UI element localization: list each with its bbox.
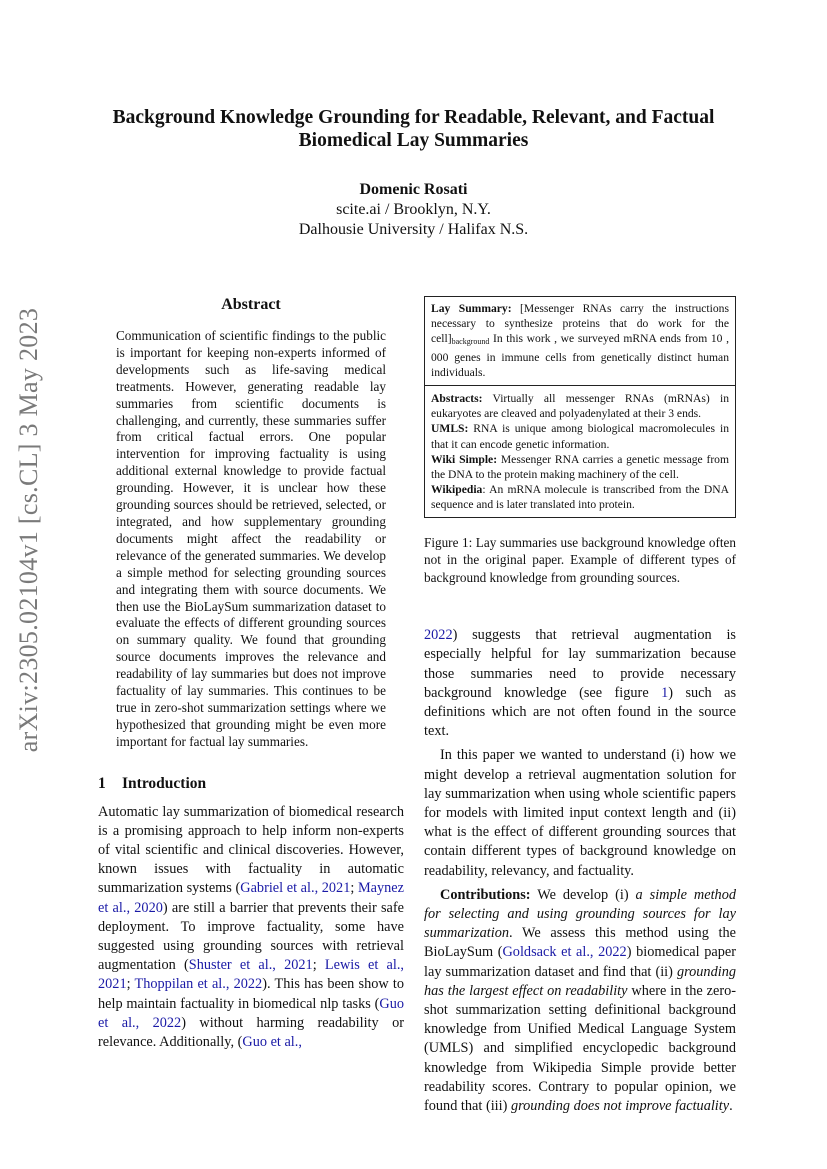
text-run: ) are still a barrier that prevents their safe deployment. To improve factuality, some have suggested using grounding sources with retrieval augmentation ( xyxy=(98,899,404,974)
text-run: In this work , we surveyed mRNA ends from 10 , 000 genes in immune cells from genetically distinct human individuals. xyxy=(431,332,729,379)
text-run: We develop (i) xyxy=(530,886,636,903)
section-heading-introduction xyxy=(98,775,404,793)
intro-paragraph xyxy=(98,803,404,1053)
umls-entry xyxy=(431,421,729,451)
contributions-paragraph xyxy=(424,886,736,1116)
citation-link[interactable]: Shuster et al., 2021 xyxy=(188,957,313,974)
emphasis-text: a simple method for selecting and using grounding sources for lay summarization xyxy=(424,886,736,942)
author-block xyxy=(60,180,767,240)
text-run: ; xyxy=(126,976,135,993)
contributions-label: Contributions: xyxy=(440,886,531,903)
text-run: . We assess this method using the BioLaySum ( xyxy=(424,925,736,961)
citation-link[interactable]: Lewis et al., 2021 xyxy=(98,957,405,993)
citation-link[interactable]: Goldsack et al., 2022 xyxy=(502,944,627,961)
background-subscript: background xyxy=(451,337,490,347)
citation-link[interactable]: Guo et al., xyxy=(242,1034,302,1051)
left-column xyxy=(98,296,404,1052)
umls-label: UMLS: xyxy=(431,422,469,436)
arxiv-sidebar xyxy=(6,307,52,753)
citation-link[interactable]: Guo et al., 2022 xyxy=(98,995,404,1031)
paper-title xyxy=(60,106,767,152)
text-run: ; xyxy=(350,880,358,897)
figure-reference-link[interactable]: 1 xyxy=(661,684,669,701)
citation-link[interactable]: Thoppilan et al., 2022 xyxy=(134,976,263,993)
abstracts-entry xyxy=(431,391,729,421)
wikipedia-entry xyxy=(431,482,729,512)
text-run: where in the zero-shot summarization setting definitional background knowledge from Unified Medical Language System (UMLS) and simplified encyclopedic background knowledge from Wikipedia Simple provide better readability scores. Contrary to popular opinion, we found that (iii) xyxy=(424,982,736,1115)
text-run: RNA is unique among biological macromolecules in that it can encode genetic information. xyxy=(431,422,729,451)
emphasis-text: grounding has the largest effect on readability xyxy=(424,963,736,999)
text-run: ) biomedical paper lay summarization dataset and find that (ii) xyxy=(424,944,736,980)
text-run: ). This has been show to help maintain factuality in biomedical nlp tasks ( xyxy=(98,976,405,1012)
citation-link[interactable]: Gabriel et al., 2021 xyxy=(240,880,351,897)
title-line-2: Biomedical Lay Summaries xyxy=(298,130,529,151)
text-run: ) suggests that retrieval augmentation is especially helpful for lay summarization because those summaries need to provide necessary background knowledge (see figure xyxy=(424,627,736,701)
text-run: Messenger RNA carries a genetic message from the DNA to the protein making machinery of the cell. xyxy=(431,452,729,482)
research-questions-paragraph: In this paper we wanted to understand (i) how we might develop a retrieval augmentation solution for lay summarization when using whole scientific papers for models with limited input context length and (ii) what is the effect of different grounding sources that contain different types of background knowledge on readability, relevancy, and factuality. xyxy=(424,747,736,879)
text-run: Virtually all messenger RNAs (mRNAs) in eukaryotes are cleaved and polyadenylated at their 3 ends. xyxy=(431,392,729,421)
abstracts-label: Abstracts: xyxy=(431,392,483,406)
text-run: ) without harming readability or relevance. Additionally, ( xyxy=(98,1014,405,1051)
abstract-heading: Abstract xyxy=(221,296,281,313)
affiliation-2: Dalhousie University / Halifax N.S. xyxy=(298,221,529,238)
text-run: ; xyxy=(312,957,325,974)
lay-summary-label: Lay Summary: xyxy=(431,302,512,315)
continued-paragraph xyxy=(424,626,736,741)
figure-divider xyxy=(425,385,735,386)
wikipedia-label: Wikipedia xyxy=(431,483,483,497)
wiki-simple-entry xyxy=(431,452,729,482)
emphasis-text: grounding does not improve factuality xyxy=(510,1098,730,1115)
text-run: [Messenger RNAs carry the instructions necessary to synthesize proteins that do work for the cell] xyxy=(431,302,729,346)
wiki-simple-label: Wiki Simple: xyxy=(431,452,498,466)
affiliation-1: scite.ai / Brooklyn, N.Y. xyxy=(336,201,491,218)
section-title: Introduction xyxy=(122,774,207,792)
lay-summary-entry xyxy=(431,301,729,380)
text-run: ) such as definitions which are not often found in the source text. xyxy=(424,684,737,740)
right-column-text xyxy=(424,626,736,1116)
figure-1-caption: Figure 1: Lay summaries use background knowledge often not in the original paper. Example of different types of background knowledge from grounding sources. xyxy=(424,534,736,585)
arxiv-identifier: arXiv:2305.02104v1 [cs.CL] 3 May 2023 xyxy=(14,307,43,753)
citation-link[interactable]: 2022 xyxy=(424,627,453,644)
right-column xyxy=(424,296,736,1116)
title-line-1: Background Knowledge Grounding for Readable, Relevant, and Factual xyxy=(112,107,715,128)
citation-link[interactable]: Maynez et al., 2020 xyxy=(98,880,404,916)
author-name: Domenic Rosati xyxy=(359,181,468,198)
text-run: Automatic lay summarization of biomedical research is a promising approach to help inform non-experts of vital scientific and clinical discoveries. However, known issues with factuality in automatic summarization systems ( xyxy=(98,803,404,897)
text-run: . xyxy=(729,1098,733,1115)
section-number: 1 xyxy=(98,774,106,792)
abstract-text: Communication of scientific findings to the public is important for keeping non-experts informed of developments such as life-saving medical treatments. However, generating readable lay summaries from scientific documents is challenging, and currently, these summaries suffer from critical factual errors. One popular intervention for improving factuality is using additional external knowledge to provide factual grounding. However, it is unclear how these grounding sources should be retrieved, selected, or integrated, and how supplementary grounding documents might affect the readability or relevance of the generated summaries. We develop a simple method for selecting grounding sources and integrating them with source documents. We then use the BioLaySum summarization dataset to evaluate the effects of different grounding sources on summary quality. We found that grounding source documents improves the relevance and readability of lay summaries but does not improve factuality of lay summaries. This continues to be true in zero-shot summarization settings where we hypothesized that grounding might be even more important for factual lay summaries. xyxy=(116,328,386,749)
figure-1-box xyxy=(424,296,736,518)
text-run: : An mRNA molecule is transcribed from the DNA sequence and is later translated into protein. xyxy=(431,483,729,512)
